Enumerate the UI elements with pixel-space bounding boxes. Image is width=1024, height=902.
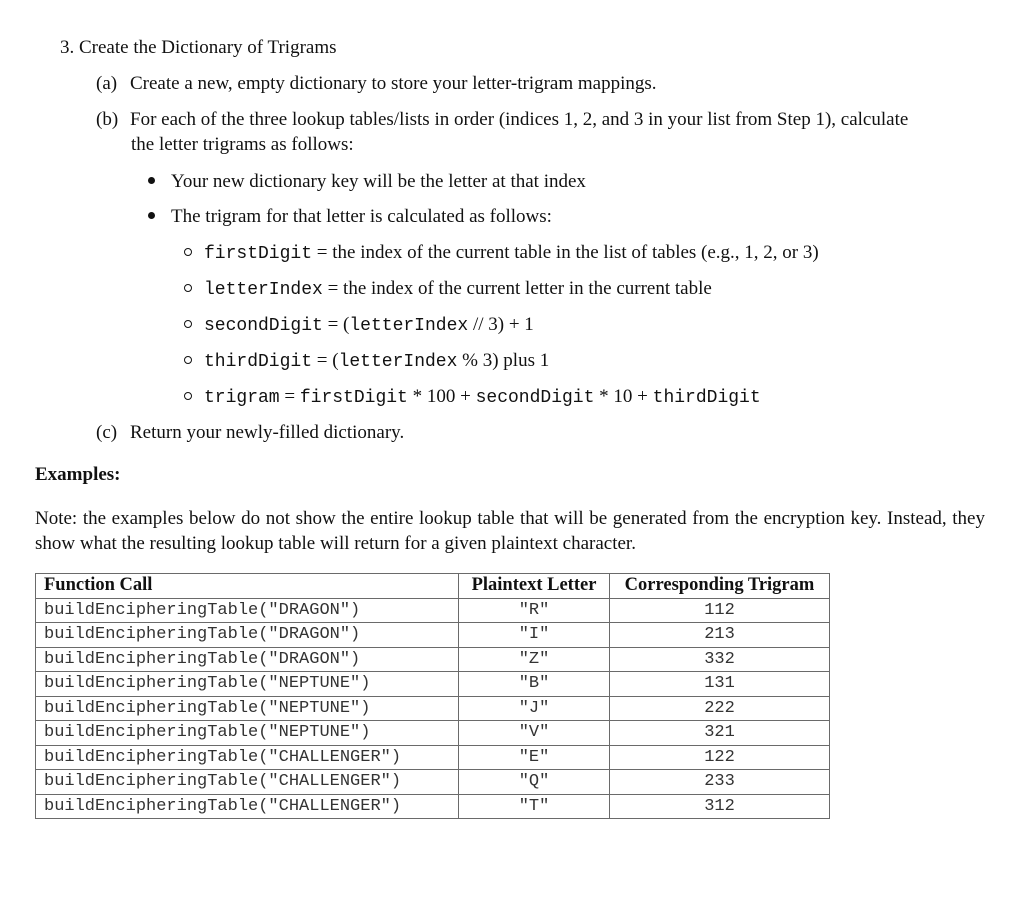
- substep-a-text: Create a new, empty dictionary to store your letter-trigram mappings.: [130, 73, 657, 94]
- cell-trigram: 233: [610, 770, 830, 795]
- bullet-dot-icon: [148, 212, 155, 219]
- bullet-dot-icon: [148, 177, 155, 184]
- var-third-digit: thirdDigit: [652, 388, 761, 408]
- var-first-digit: firstDigit: [299, 388, 408, 408]
- formula-first-digit: [184, 241, 819, 266]
- cell-plaintext-letter: "V": [459, 721, 610, 746]
- cell-plaintext-letter: "J": [459, 696, 610, 721]
- formula-third-digit: [184, 349, 549, 374]
- formula-text: = (: [322, 314, 350, 335]
- cell-plaintext-letter: "B": [459, 672, 610, 697]
- formula-text: // 3) + 1: [468, 314, 534, 335]
- cell-function-call: buildEncipheringTable("DRAGON"): [36, 623, 459, 648]
- substep-c-label: (c): [96, 422, 118, 443]
- cell-trigram: 122: [610, 745, 830, 770]
- var-second-digit: secondDigit: [204, 316, 323, 336]
- cell-function-call: buildEncipheringTable("DRAGON"): [36, 598, 459, 623]
- substep-a-label: (a): [96, 73, 118, 94]
- substep-c-text: Return your newly-filled dictionary.: [130, 422, 405, 443]
- table-row: [36, 696, 830, 721]
- formula-trigram: [184, 385, 761, 410]
- cell-plaintext-letter: "I": [459, 623, 610, 648]
- circle-bullet-icon: [184, 356, 192, 364]
- examples-table: [35, 573, 830, 819]
- cell-trigram: 332: [610, 647, 830, 672]
- cell-function-call: buildEncipheringTable("DRAGON"): [36, 647, 459, 672]
- cell-plaintext-letter: "T": [459, 794, 610, 819]
- cell-function-call: buildEncipheringTable("CHALLENGER"): [36, 794, 459, 819]
- cell-trigram: 213: [610, 623, 830, 648]
- cell-function-call: buildEncipheringTable("NEPTUNE"): [36, 696, 459, 721]
- cell-trigram: 321: [610, 721, 830, 746]
- formula-text: * 10 +: [594, 386, 653, 407]
- cell-plaintext-letter: "Z": [459, 647, 610, 672]
- cell-trigram: 222: [610, 696, 830, 721]
- step-title: Create the Dictionary of Trigrams: [79, 37, 337, 58]
- table-row: [36, 745, 830, 770]
- formula-text: = the index of the current letter in the current table: [322, 278, 712, 299]
- table-row: [36, 598, 830, 623]
- substep-b: [96, 108, 908, 132]
- header-function-call: Function Call: [36, 574, 459, 599]
- cell-plaintext-letter: "E": [459, 745, 610, 770]
- var-letter-index: letterIndex: [338, 352, 458, 372]
- bullet-item: [148, 205, 552, 229]
- examples-heading: Examples:: [35, 464, 121, 485]
- substep-b-text-line2: the letter trigrams as follows:: [131, 134, 354, 155]
- bullet-item: [148, 170, 586, 194]
- table-row: [36, 770, 830, 795]
- cell-trigram: 131: [610, 672, 830, 697]
- substep-a: [96, 72, 657, 96]
- substep-b-label: (b): [96, 109, 119, 130]
- var-letter-index: letterIndex: [204, 280, 323, 300]
- circle-bullet-icon: [184, 320, 192, 328]
- var-trigram: trigram: [204, 388, 280, 408]
- circle-bullet-icon: [184, 392, 192, 400]
- table-row: [36, 794, 830, 819]
- cell-plaintext-letter: "R": [459, 598, 610, 623]
- table-row: [36, 672, 830, 697]
- formula-text: % 3) plus 1: [457, 350, 550, 371]
- table-row: [36, 647, 830, 672]
- cell-plaintext-letter: "Q": [459, 770, 610, 795]
- cell-function-call: buildEncipheringTable("NEPTUNE"): [36, 672, 459, 697]
- cell-function-call: buildEncipheringTable("NEPTUNE"): [36, 721, 459, 746]
- table-header-row: [36, 574, 830, 599]
- examples-note: Note: the examples below do not show the entire lookup table that will be generated from the encryption key. Instead, they show what the resulting lookup table will return for a given plaintext character.: [35, 508, 985, 554]
- cell-function-call: buildEncipheringTable("CHALLENGER"): [36, 745, 459, 770]
- table-row: [36, 721, 830, 746]
- circle-bullet-icon: [184, 248, 192, 256]
- var-letter-index: letterIndex: [349, 316, 469, 336]
- cell-trigram: 312: [610, 794, 830, 819]
- header-plaintext-letter: Plaintext Letter: [459, 574, 610, 599]
- header-corresponding-trigram: Corresponding Trigram: [610, 574, 830, 599]
- formula-letter-index: [184, 277, 712, 302]
- bullet-text: The trigram for that letter is calculated as follows:: [171, 206, 552, 227]
- circle-bullet-icon: [184, 284, 192, 292]
- formula-text: = (: [312, 350, 339, 371]
- formula-second-digit: [184, 313, 534, 338]
- substep-b-text-line1: For each of the three lookup tables/lists in order (indices 1, 2, and 3 in your list from Step 1), calculate: [130, 109, 909, 130]
- var-second-digit: secondDigit: [475, 388, 595, 408]
- table-row: [36, 623, 830, 648]
- var-first-digit: firstDigit: [204, 244, 313, 264]
- formula-text: * 100 +: [407, 386, 476, 407]
- cell-function-call: buildEncipheringTable("CHALLENGER"): [36, 770, 459, 795]
- formula-text: = the index of the current table in the list of tables (e.g., 1, 2, or 3): [312, 242, 819, 263]
- cell-trigram: 112: [610, 598, 830, 623]
- step-number: 3.: [60, 37, 75, 58]
- formula-text: =: [279, 386, 300, 407]
- var-third-digit: thirdDigit: [204, 352, 313, 372]
- bullet-text: Your new dictionary key will be the letter at that index: [171, 171, 586, 192]
- substep-c: [96, 421, 404, 445]
- step-heading: [60, 36, 337, 60]
